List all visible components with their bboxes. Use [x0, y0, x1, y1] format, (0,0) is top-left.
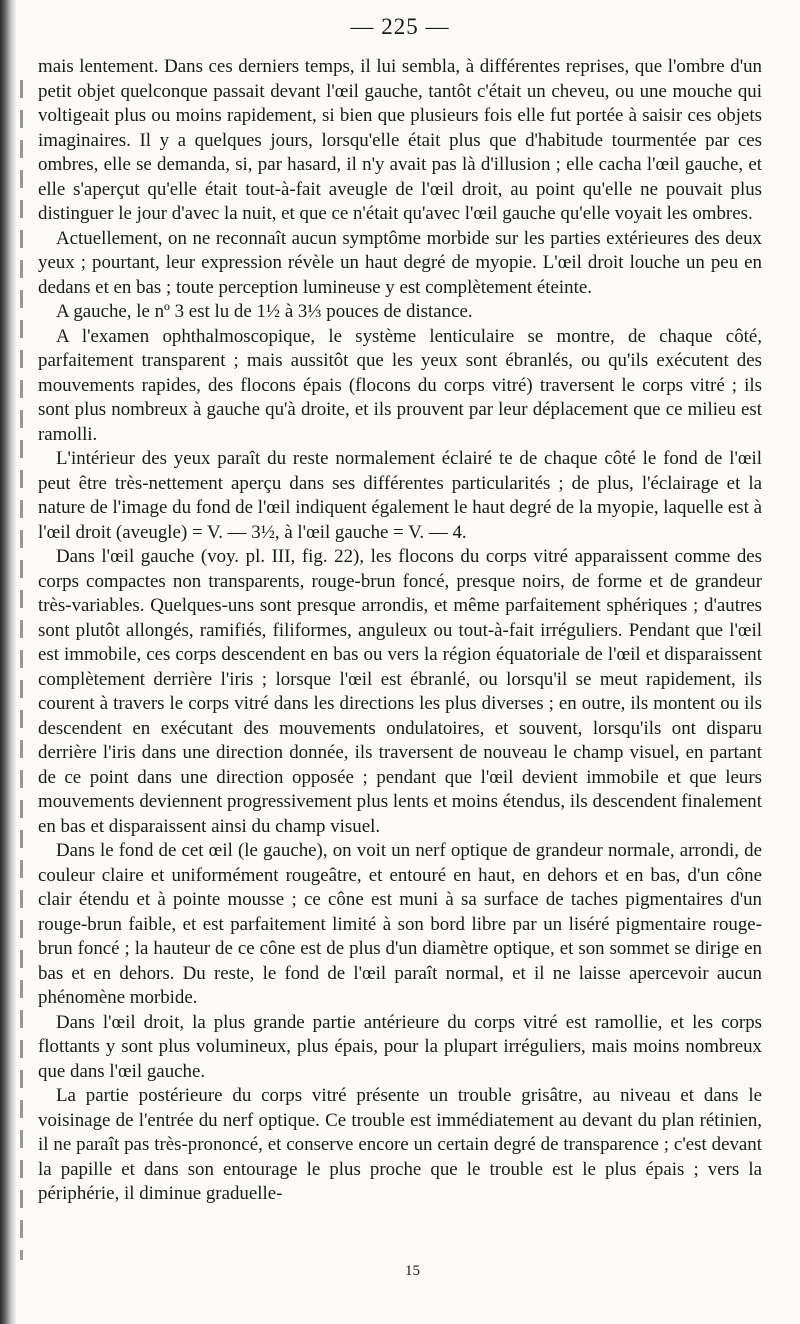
paragraph: L'intérieur des yeux paraît du reste normalement éclairé te de chaque côté le fond de l'œil peut être très-nettement aperçu dans ses différentes particularités ; de plus, l'éclairage et la nature de l'image du fond de l'œil indiquent également le haut degré de la myopie, laquelle est à l'œil droit (aveugle) = V. — 3½, à l'œil gauche = V. — 4.: [38, 448, 762, 543]
signature-mark: 15: [405, 1263, 420, 1279]
body-text: [38, 55, 762, 1207]
book-spine-shadow: [0, 0, 16, 1324]
paragraph: A gauche, le nº 3 est lu de 1½ à 3⅓ pouces de distance.: [56, 301, 473, 322]
paragraph: mais lentement. Dans ces derniers temps, il lui sembla, à différentes reprises, que l'ombre d'un petit objet quelconque passait devant l'œil gauche, tantôt c'était un cheveu, ou une mouche qui voltigeait plus ou moins rapidement, si bien que plusieurs fois elle fut portée à saisir ces objets imaginaires. Il y a quelques jours, lorsqu'elle était plus que d'habitude tourmentée par ces ombres, elle se demanda, si, par hasard, il n'y avait pas là d'illusion ; elle cacha l'œil gauche, et elle s'aperçut qu'elle était tout-à-fait aveugle de l'œil droit, au point qu'elle ne pouvait plus distinguer le jour d'avec la nuit, et que ce n'était qu'avec l'œil gauche qu'elle voyait les ombres.: [38, 56, 762, 224]
paragraph: La partie postérieure du corps vitré présente un trouble grisâtre, au niveau et dans le voisinage de l'entrée du nerf optique. Ce trouble est immédiatement au devant du plan rétinien, il ne paraît pas très-prononcé, et conserve encore un certain degré de transparence ; c'est devant la papille et dans son entourage le plus proche que le trouble est le plus épais ; vers la périphérie, il diminue graduelle-: [38, 1085, 762, 1204]
paragraph: Actuellement, on ne reconnaît aucun symptôme morbide sur les parties extérieures des deux yeux ; pourtant, leur expression révèle un haut degré de myopie. L'œil droit louche un peu en dedans et en bas ; toute perception lumineuse y est complètement éteinte.: [38, 227, 762, 298]
paragraph: A l'examen ophthalmoscopique, le système lenticulaire se montre, de chaque côté, parfaitement transparent ; mais aussitôt que les yeux sont ébranlés, ou qu'ils exécutent des mouvements rapides, des flocons épais (flocons du corps vitré) traversent le corps vitré ; ils sont plus nombreux à gauche qu'à droite, et ils prouvent par leur déplacement que ce milieu est ramolli.: [38, 325, 762, 445]
page-number: — 225 —: [350, 14, 450, 39]
binding-edge: [20, 80, 23, 1260]
paragraph: Dans le fond de cet œil (le gauche), on voit un nerf optique de grandeur normale, arrondi, de couleur claire et uniformément rougeâtre, et entouré en haut, en dehors et en bas, d'un cône clair étendu et à pointe mousse ; ce cône est muni à sa surface de taches pigmentaires d'un rouge-brun faible, et est parfaitement limité à son bord libre par un liséré pigmentaire rouge-brun foncé ; la hauteur de ce cône est de plus d'un diamètre optique, et son sommet se dirige en bas et en dehors. Du reste, le fond de l'œil paraît normal, et il ne laisse apercevoir aucun phénomène morbide.: [38, 840, 762, 1008]
paragraph: Dans l'œil droit, la plus grande partie antérieure du corps vitré est ramollie, et les corps flottants y sont plus volumineux, plus épais, pour la plupart irréguliers, mais moins nombreux que dans l'œil gauche.: [38, 1011, 762, 1082]
paragraph: Dans l'œil gauche (voy. pl. III, fig. 22), les flocons du corps vitré apparaissent comme des corps compactes non transparents, rouge-brun foncé, presque noirs, de forme et de grandeur très-variables. Quelques-uns sont presque arrondis, et même parfaitement sphériques ; d'autres sont plutôt allongés, ramifiés, filiformes, anguleux ou tout-à-fait irréguliers. Pendant que l'œil est immobile, ces corps descendent en bas ou vers la région équatoriale de l'œil et disparaissent complètement derrière l'iris ; lorsque l'œil est ébranlé, ou lorsqu'il se meut rapidement, ils courent à travers le corps vitré dans les directions les plus diverses ; en outre, ils montent ou ils descendent en exécutant des mouvements ondulatoires, et souvent, lorsqu'ils ont disparu derrière l'iris dans une direction donnée, ils traversent de nouveau le champ visuel, en partant de ce point dans une direction opposée ; pendant que l'œil devient immobile et que leurs mouvements deviennent progressivement plus lents et moins étendus, ils descendent finalement en bas et disparaissent ainsi du champ visuel.: [38, 546, 762, 837]
